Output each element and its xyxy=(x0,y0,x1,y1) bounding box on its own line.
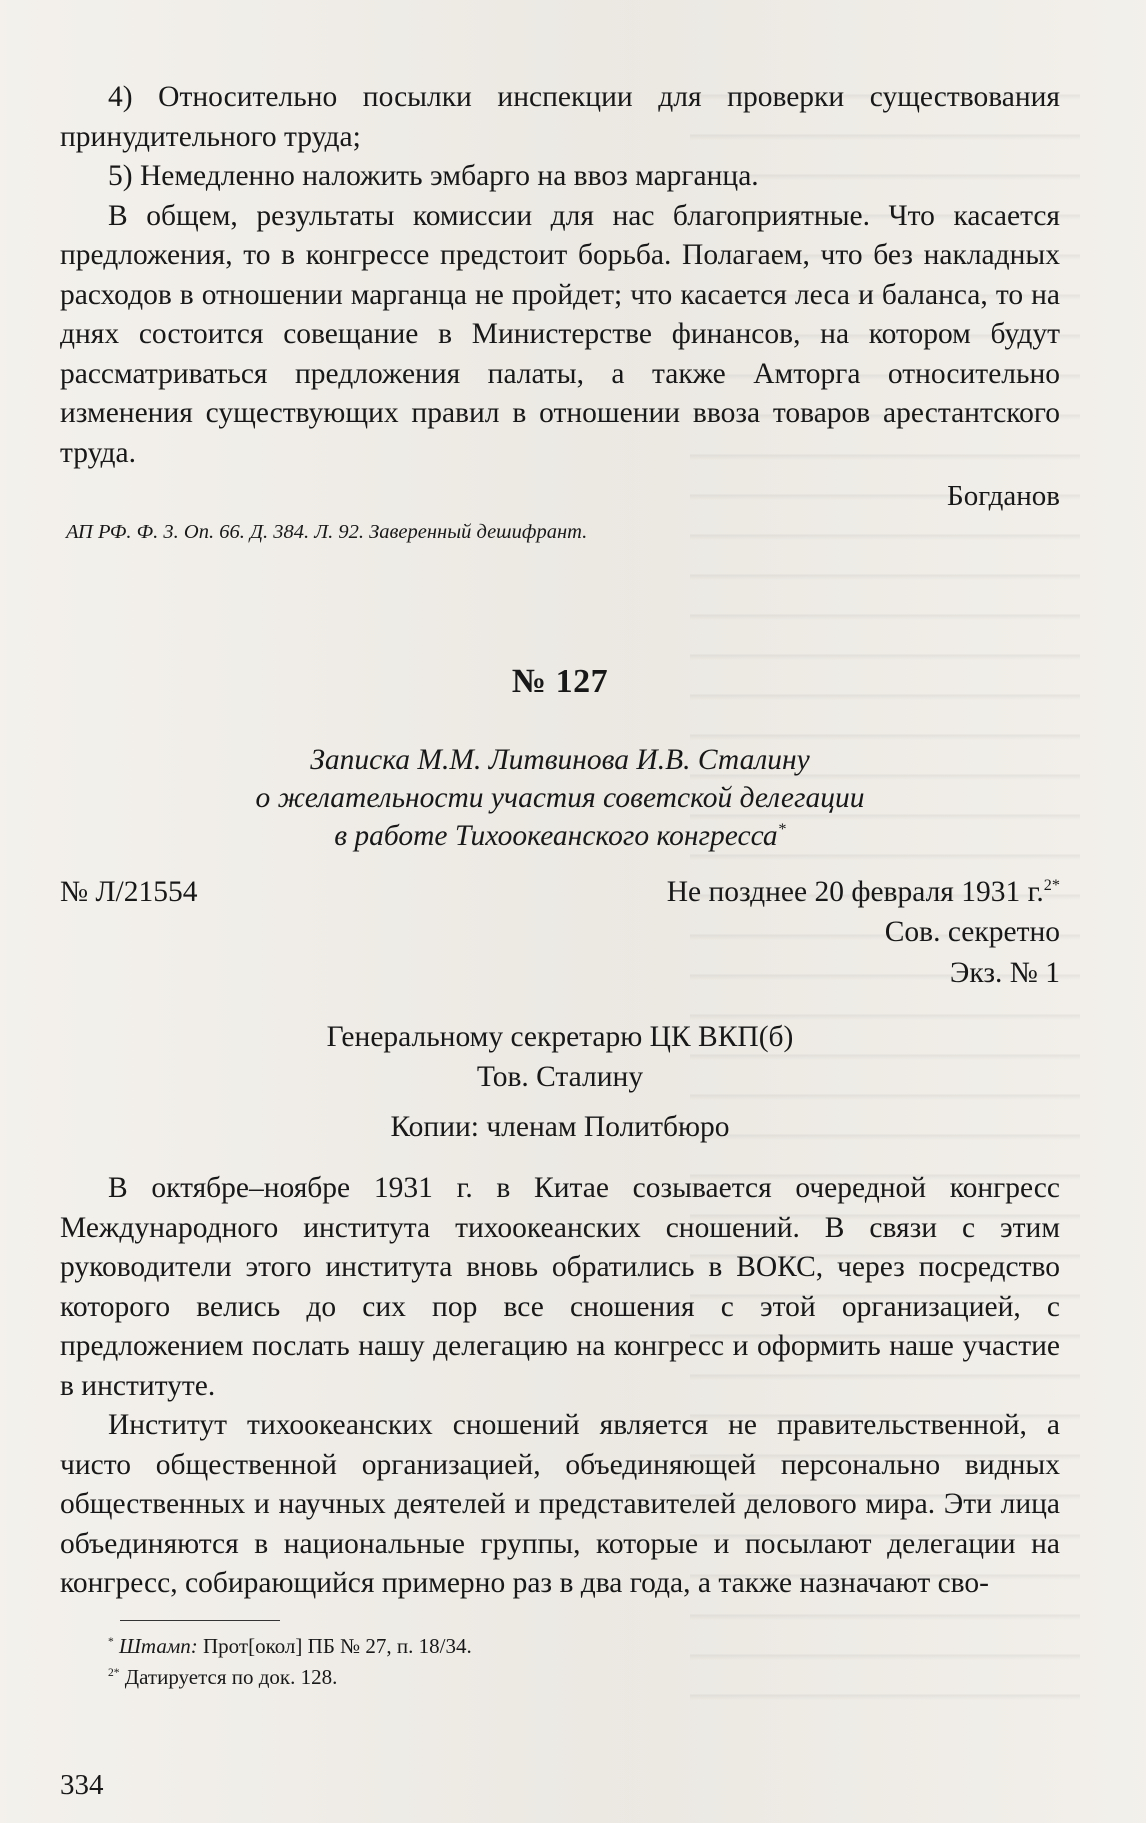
paragraph-congress: В октябре–ноябре 1931 г. в Китае созывается очередной конгресс Международного института тихоокеанских сношений. В связи с этим руководители этого института вновь обратились в ВОКС, через посредство которого велись до сих пор все сношения с этой организацией, с предложением послать нашу делегацию на конгресс и оформить наше участие в институте. xyxy=(60,1172,1060,1402)
signature: Богданов xyxy=(947,480,1060,512)
document-number: № 127 xyxy=(511,663,609,700)
title-line-1: Записка М.М. Литвинова И.В. Сталину xyxy=(310,744,810,776)
document-title xyxy=(60,741,1060,855)
addressee-line-2: Тов. Сталину xyxy=(476,1061,644,1093)
paragraph-commission-results: В общем, результаты комиссии для нас благоприятные. Что касается предложения, то в конгрессе предстоит борьба. Полагаем, что без накладных расходов в отношении марганца не пройдет; что касается леса и баланса, то на днях состоится совещание в Министерстве финансов, на котором будут рассматриваться предложения палаты, а также Амторга относительно изменения существующих правил в отношении ввоза товаров арестантского труда. xyxy=(60,199,1060,469)
footnote-2: $^{2*}$ Датируется по док. 128. xyxy=(108,1664,338,1689)
registration-row xyxy=(60,872,1060,912)
copies-line: Копии: членам Политбюро xyxy=(390,1111,730,1143)
addressee-line-1: Генеральному секретарю ЦК ВКП(б) xyxy=(326,1021,794,1053)
copy-number: Экз. № 1 xyxy=(949,957,1060,989)
paragraph-inspection: 4) Относительно посылки инспекции для проверки существования принудительного труда; xyxy=(60,81,1060,153)
footnote-divider xyxy=(120,1620,280,1621)
secrecy-stamp: Сов. секретно xyxy=(884,916,1060,948)
title-line-2: о желательности участия советской делегации xyxy=(255,782,865,814)
date-footnote-mark: 2* xyxy=(1043,876,1060,895)
page-number: 334 xyxy=(60,1769,104,1801)
archive-reference: АП РФ. Ф. 3. Оп. 66. Д. 384. Л. 92. Заверенный дешифрант. xyxy=(66,521,588,543)
registration-number: № Л/21554 xyxy=(60,876,198,908)
footnote-1: * Штамп: Прот[окол] ПБ № 27, п. 18/34. xyxy=(108,1633,472,1658)
paragraph-institute: Институт тихоокеанских сношений является не правительственной, а чисто общественной организацией, объединяющей персонально видных общественных и научных деятелей и представителей делового мира. Эти лица объединяются в национальные группы, которые и посылают делегации на конгресс, собирающийся примерно раз в два года, а также назначают сво- xyxy=(60,1409,1060,1599)
title-line-3: в работе Тихоокеанского конгресса* xyxy=(334,820,786,852)
title-footnote-mark: * xyxy=(777,820,786,839)
document-date: Не позднее 20 февраля 1931 г.$^{2*}$ xyxy=(666,876,1060,908)
paragraph-embargo: 5) Немедленно наложить эмбарго на ввоз марганца. xyxy=(108,160,759,192)
